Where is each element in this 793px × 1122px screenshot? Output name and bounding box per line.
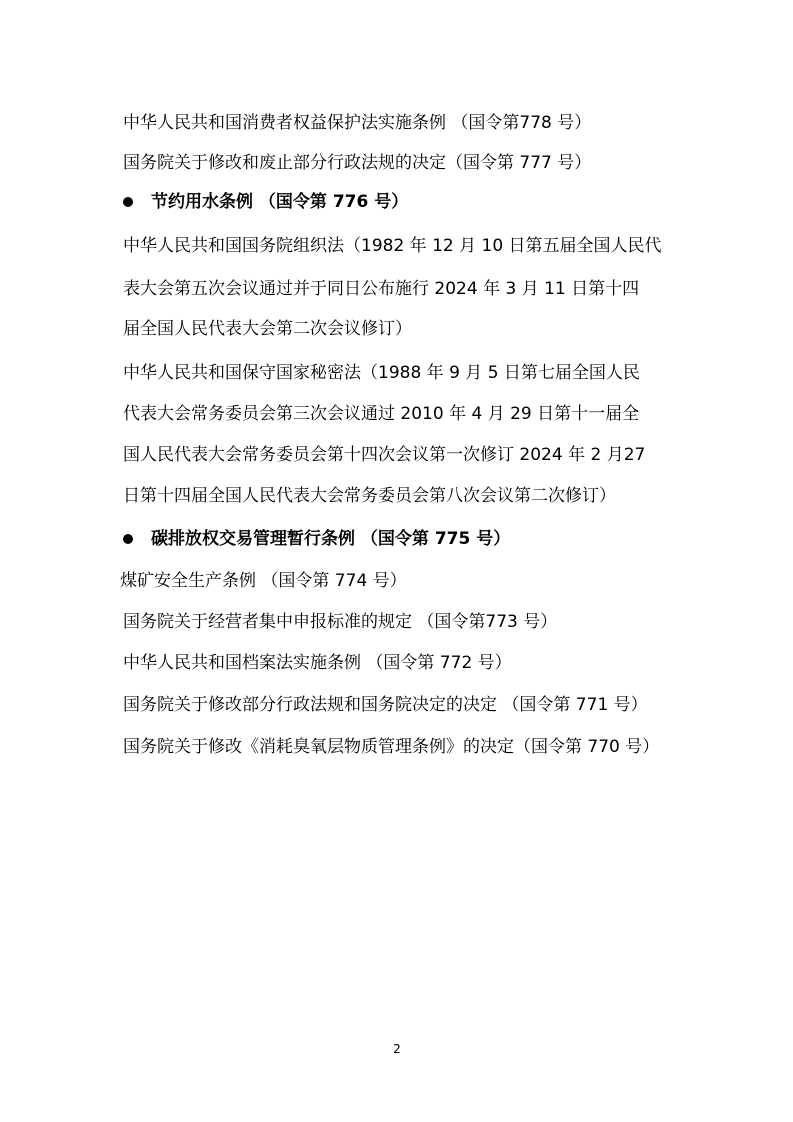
bullet-heading: 碳排放权交易管理暂行条例 （国令第 775 号） [151,529,511,549]
text-line: 国务院关于经营者集中申报标准的规定 （国令第773 号） [123,612,558,632]
bullet-icon [123,197,133,207]
text-line: 煤矿安全生产条例 （国令第 774 号） [120,571,407,591]
text-line: 国务院关于修改部分行政法规和国务院决定的决定 （国令第 771 号） [123,695,648,715]
text-line: 表大会第五次会议通过并于同日公布施行 2024 年 3 月 11 日第十四 [123,279,640,299]
bullet-icon [123,534,133,544]
text-line: 中华人民共和国保守国家秘密法（1988 年 9 月 5 日第七届全国人民 [123,363,640,383]
text-line: 届全国人民代表大会第二次会议修订） [123,319,412,339]
bullet-heading: 节约用水条例 （国令第 776 号） [151,192,409,212]
text-line: 日第十四届全国人民代表大会常务委员会第八次会议第二次修订） [123,486,616,506]
text-line: 国人民代表大会常务委员会第十四次会议第一次修订 2024 年 2 月27 [123,445,646,465]
text-line: 中华人民共和国档案法实施条例 （国令第 772 号） [123,653,512,673]
text-line: 中华人民共和国消费者权益保护法实施条例 （国令第778 号） [123,113,592,133]
text-line: 中华人民共和国国务院组织法（1982 年 12 月 10 日第五届全国人民代 [123,236,662,256]
page-number: 2 [393,1042,401,1056]
text-line: 代表大会常务委员会第三次会议通过 2010 年 4 月 29 日第十一届全 [123,404,640,424]
text-line: 国务院关于修改和废止部分行政法规的决定（国令第 777 号） [123,153,592,173]
text-line: 国务院关于修改《消耗臭氧层物质管理条例》的决定（国令第 770 号） [123,737,660,757]
